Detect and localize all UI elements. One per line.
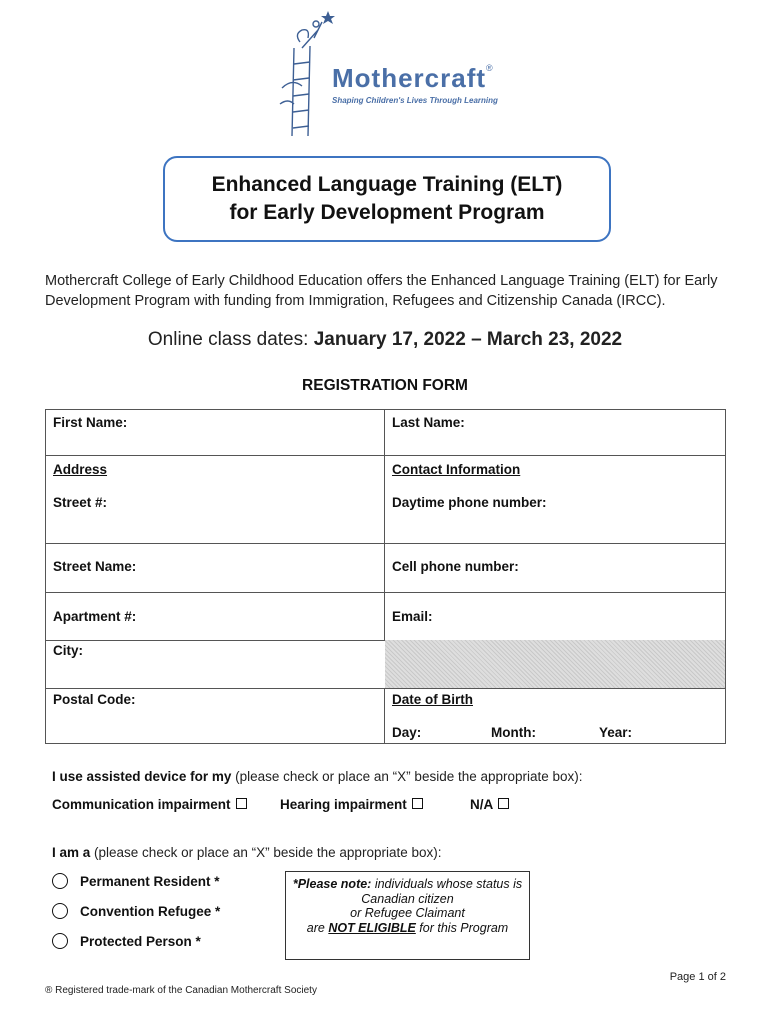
dob-day-field[interactable]: Day: — [392, 725, 422, 740]
device-question-rest: (please check or place an “X” beside the appropriate box): — [231, 769, 583, 784]
row-divider — [46, 592, 725, 593]
status-option-convention-refugee[interactable] — [52, 903, 220, 919]
row-divider — [46, 455, 725, 456]
note-bold: *Please note: — [292, 877, 372, 891]
dob-heading: Date of Birth — [392, 692, 473, 707]
radio-button[interactable] — [52, 873, 68, 889]
row-divider — [46, 688, 725, 689]
title-line-1: Enhanced Language Training (ELT) — [211, 173, 563, 196]
email-field[interactable]: Email: — [392, 609, 433, 624]
form-title: REGISTRATION FORM — [302, 377, 468, 394]
eligibility-note — [285, 871, 530, 960]
status-question-bold: I am a — [52, 845, 91, 860]
address-heading: Address — [53, 462, 108, 477]
class-dates — [0, 329, 770, 351]
option-hearing — [280, 797, 423, 812]
column-divider — [384, 688, 385, 744]
logo-tagline: Shaping Children's Lives Through Learning — [332, 96, 498, 105]
dates-prefix: Online class dates: — [147, 329, 314, 350]
note-not-eligible: NOT ELIGIBLE — [328, 920, 416, 935]
logo-name: Mothercraft — [332, 63, 487, 93]
logo-wordmark — [332, 63, 494, 94]
option-na — [470, 797, 509, 812]
dob-month-field[interactable]: Month: — [491, 725, 536, 740]
device-question-bold: I use assisted device for my — [52, 769, 232, 784]
status-question — [52, 845, 441, 860]
option-hearing-label: Hearing impairment — [280, 797, 407, 812]
street-name-field[interactable]: Street Name: — [53, 559, 137, 574]
radio-button[interactable] — [52, 903, 68, 919]
hearing-checkbox[interactable] — [412, 798, 423, 809]
postal-code-field[interactable]: Postal Code: — [53, 692, 136, 707]
note-line3: or Refugee Claimant — [350, 906, 465, 920]
street-number-field[interactable]: Street #: — [53, 495, 108, 510]
shaded-cell — [385, 640, 725, 688]
last-name-field[interactable]: Last Name: — [392, 415, 465, 430]
status-option-label: Convention Refugee * — [80, 903, 221, 919]
status-option-permanent-resident[interactable] — [52, 873, 220, 889]
row-divider — [46, 543, 725, 544]
note-line4-post: for this Program — [415, 920, 509, 935]
daytime-phone-field[interactable]: Daytime phone number: — [392, 495, 547, 510]
note-line4-pre: are — [306, 920, 329, 935]
note-line1: individuals whose status is — [371, 877, 523, 891]
column-divider — [384, 410, 385, 640]
status-option-label: Permanent Resident * — [80, 873, 220, 889]
city-field[interactable]: City: — [53, 643, 83, 658]
cell-phone-field[interactable]: Cell phone number: — [392, 559, 519, 574]
option-na-label: N/A — [470, 797, 494, 812]
contact-heading: Contact Information — [392, 462, 521, 477]
trademark-footer: ® Registered trade-mark of the Canadian Mothercraft Society — [45, 985, 317, 996]
apartment-field[interactable]: Apartment #: — [53, 609, 137, 624]
dates-range: January 17, 2022 – March 23, 2022 — [313, 329, 623, 350]
communication-checkbox[interactable] — [236, 798, 247, 809]
registration-table — [45, 409, 726, 744]
first-name-field[interactable]: First Name: — [53, 415, 128, 430]
page-number: Page 1 of 2 — [669, 971, 726, 983]
status-option-protected-person[interactable] — [52, 933, 201, 949]
option-communication — [52, 797, 247, 812]
device-question — [52, 769, 583, 784]
registered-mark: ® — [486, 63, 494, 73]
note-line2: Canadian citizen — [361, 891, 454, 906]
title-line-2: for Early Development Program — [229, 201, 545, 224]
status-question-rest: (please check or place an “X” beside the appropriate box): — [90, 845, 442, 860]
status-option-label: Protected Person * — [80, 933, 201, 949]
intro-paragraph: Mothercraft College of Early Childhood Education offers the Enhanced Language Training (ELT) for Early Development Program with funding from Immigration, Refugees and Citizenship Canada (IRCC). — [45, 273, 718, 309]
program-title-box — [163, 156, 611, 242]
option-communication-label: Communication impairment — [52, 797, 231, 812]
radio-button[interactable] — [52, 933, 68, 949]
na-checkbox[interactable] — [498, 798, 509, 809]
dob-year-field[interactable]: Year: — [599, 725, 633, 740]
